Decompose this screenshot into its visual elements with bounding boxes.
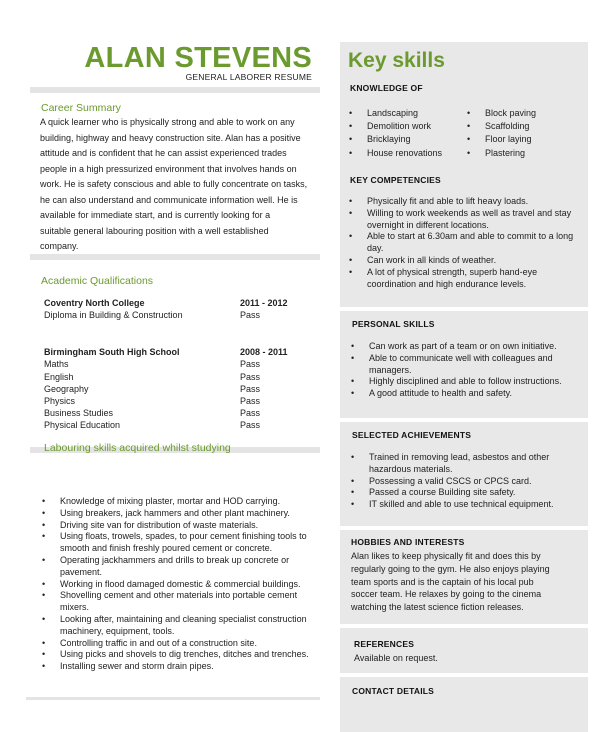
list-item: • Operating jackhammers and drills to break up concrete or pavement. — [42, 555, 314, 579]
list-item: • Using picks and shovels to dig trenches, ditches and trenches. — [42, 649, 314, 661]
divider — [340, 307, 588, 311]
list-item: • Using floats, trowels, spades, to pour cement finishing tools to smooth and finish freshly poured cement or concrete. — [42, 531, 314, 555]
list-item: • Highly disciplined and able to follow instructions. — [351, 376, 581, 388]
candidate-name: ALAN STEVENS — [84, 42, 312, 74]
labouring-skills-list — [42, 496, 314, 673]
list-item: • Block paving — [467, 107, 582, 120]
list-item: • Plastering — [467, 147, 582, 160]
list-item: • Landscaping — [349, 107, 464, 120]
list-item: • Passed a course Building site safety. — [351, 487, 581, 499]
list-item: • Shovelling cement and other materials into portable cement mixers. — [42, 590, 314, 614]
knowledge-heading: KNOWLEDGE OF — [350, 83, 423, 93]
achievements-list — [351, 452, 581, 511]
career-summary-text: A quick learner who is physically strong and able to work on any building, highway and heavy construction site. Alan has a positive attitude and is confident that he can assist experienced trades people in a high pressurized environment that involves hands on work. He is safety conscious and able to fully concentrate on tasks, he can also understand and communicate information well. He is available for immediate start, and is currently looking for a suitable general labouring position with a well established company. — [40, 117, 308, 251]
list-item: • Able to start at 6.30am and able to commit to a long day. — [349, 231, 579, 255]
list-item: • Working in flood damaged domestic & commercial buildings. — [42, 579, 314, 591]
school-years: 2008 - 2011 — [240, 347, 288, 357]
knowledge-list-col2 — [467, 107, 582, 160]
list-item: • Driving site van for distribution of waste materials. — [42, 520, 314, 532]
list-item: • Able to communicate well with colleagues and managers. — [351, 353, 581, 377]
divider — [340, 526, 588, 530]
hobbies-text: Alan likes to keep physically fit and does this by regularly going to the gym. He also enjoys playing team sports and is the captain of his local pub soccer team. He relaxes by going to the cinema watching the latest science fiction releases. — [351, 551, 550, 613]
personal-skills-list — [351, 341, 581, 400]
divider — [30, 87, 320, 93]
list-item: • A good attitude to health and safety. — [351, 388, 581, 400]
list-item: • Willing to work weekends as well as travel and stay overnight in different locations. — [349, 208, 579, 232]
school-name: Birmingham South High School — [44, 347, 180, 357]
list-item: • Installing sewer and storm drain pipes. — [42, 661, 314, 673]
knowledge-list-col1 — [349, 107, 464, 160]
school-years: 2011 - 2012 — [240, 298, 288, 308]
list-item: • Trained in removing lead, asbestos and other hazardous materials. — [351, 452, 581, 476]
contact-heading: CONTACT DETAILS — [352, 686, 435, 696]
competencies-list — [349, 196, 579, 290]
references-heading: REFERENCES — [354, 639, 415, 649]
list-item: • Physically fit and able to lift heavy loads. — [349, 196, 579, 208]
divider — [30, 254, 320, 260]
career-summary-heading: Career Summary — [41, 102, 121, 114]
academic-heading: Academic Qualifications — [41, 275, 154, 287]
competencies-heading: KEY COMPETENCIES — [350, 175, 441, 185]
resume-subtitle: GENERAL LABORER RESUME — [185, 72, 312, 82]
list-item: • Demolition work — [349, 120, 464, 133]
list-item: • Bricklaying — [349, 133, 464, 146]
divider — [26, 697, 320, 700]
list-item: • Knowledge of mixing plaster, mortar and HOD carrying. — [42, 496, 314, 508]
list-item: • Can work in all kinds of weather. — [349, 255, 579, 267]
divider — [340, 624, 588, 628]
personal-skills-heading: PERSONAL SKILLS — [352, 319, 435, 329]
divider — [340, 673, 588, 677]
list-item: • Floor laying — [467, 133, 582, 146]
hobbies-heading: HOBBIES AND INTERESTS — [351, 537, 465, 547]
list-item: • Controlling traffic in and out of a construction site. — [42, 638, 314, 650]
divider — [340, 418, 588, 422]
labouring-heading: Labouring skills acquired whilst studying — [44, 442, 231, 454]
list-item: • Scaffolding — [467, 120, 582, 133]
list-item: • IT skilled and able to use technical equipment. — [351, 499, 581, 511]
list-item: • House renovations — [349, 147, 464, 160]
achievements-heading: SELECTED ACHIEVEMENTS — [352, 430, 472, 440]
list-item: • Looking after, maintaining and cleaning specialist construction machinery, equipment, tools. — [42, 614, 314, 638]
key-skills-title: Key skills — [348, 49, 445, 72]
list-item: • Possessing a valid CSCS or CPCS card. — [351, 476, 581, 488]
references-text: Available on request. — [354, 653, 438, 663]
list-item: • Can work as part of a team or on own initiative. — [351, 341, 581, 353]
school-name: Coventry North College — [44, 298, 145, 308]
list-item: • A lot of physical strength, superb hand-eye coordination and high endurance levels. — [349, 267, 579, 291]
list-item: • Using breakers, jack hammers and other plant machinery. — [42, 508, 314, 520]
